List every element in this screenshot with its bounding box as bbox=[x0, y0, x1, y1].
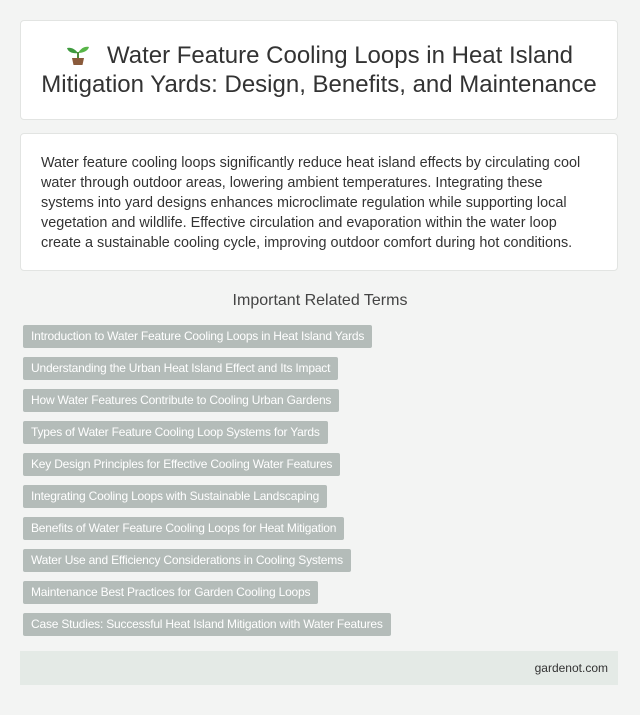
related-terms-heading: Important Related Terms bbox=[232, 292, 408, 309]
related-term-tag[interactable]: Introduction to Water Feature Cooling Loops in Heat Island Yards bbox=[23, 325, 372, 348]
footer bbox=[20, 651, 618, 685]
related-term-tag[interactable]: Integrating Cooling Loops with Sustainable Landscaping bbox=[23, 485, 327, 508]
related-term-tag[interactable]: Benefits of Water Feature Cooling Loops for Heat Mitigation bbox=[23, 517, 344, 540]
related-term-tag[interactable]: Types of Water Feature Cooling Loop Systems for Yards bbox=[23, 421, 328, 444]
footer-site-name[interactable]: gardenot.com bbox=[534, 661, 608, 675]
summary-card bbox=[20, 133, 618, 271]
related-term-tag[interactable]: Water Use and Efficiency Considerations in Cooling Systems bbox=[23, 549, 351, 572]
related-term-tag[interactable]: Understanding the Urban Heat Island Effect and Its Impact bbox=[23, 357, 338, 380]
related-term-tag[interactable]: How Water Features Contribute to Cooling Urban Gardens bbox=[23, 389, 339, 412]
related-term-tag[interactable]: Key Design Principles for Effective Cooling Water Features bbox=[23, 453, 340, 476]
related-term-tag[interactable]: Maintenance Best Practices for Garden Cooling Loops bbox=[23, 581, 318, 604]
sprout-icon bbox=[65, 42, 91, 66]
related-terms-list bbox=[23, 325, 623, 645]
page-title-text: Water Feature Cooling Loops in Heat Island Mitigation Yards: Design, Benefits, and Maintenance bbox=[41, 42, 597, 98]
title-card bbox=[20, 20, 618, 120]
summary-text: Water feature cooling loops significantly reduce heat island effects by circulating cool water through outdoor areas, lowering ambient temperatures. Integrating these systems into yard designs enhances microclimate regulation while supporting local vegetation and wildlife. Effective circulation and evaporation within the water loop create a sustainable cooling cycle, improving outdoor comfort during hot conditions. bbox=[41, 155, 581, 251]
page-title bbox=[37, 41, 601, 99]
related-term-tag[interactable]: Case Studies: Successful Heat Island Mitigation with Water Features bbox=[23, 613, 391, 636]
